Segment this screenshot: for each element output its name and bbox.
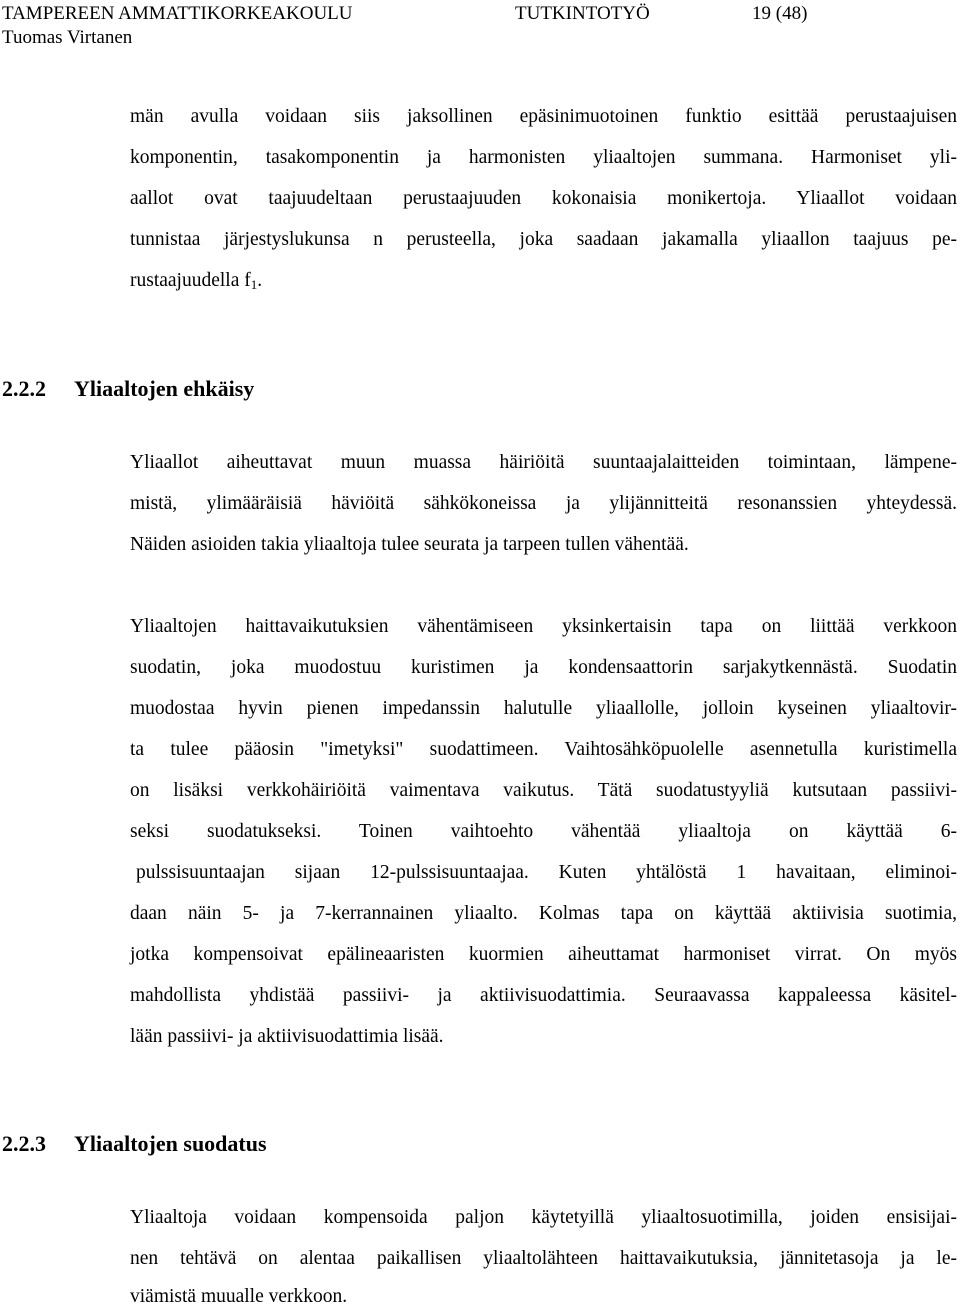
section-heading-2-2-3 bbox=[2, 1131, 267, 1157]
header-institution: TAMPEREEN AMMATTIKORKEAKOULU bbox=[2, 3, 353, 24]
paragraph-line: Näiden asioiden takia yliaaltoja tulee seurata ja tarpeen tullen vähentää. bbox=[130, 534, 689, 555]
header-doc-type: TUTKINTOTYÖ bbox=[515, 3, 650, 24]
paragraph-line: Yliaaltoja voidaan kompensoida paljon käytetyillä yliaaltosuotimilla, joiden ensisijai- bbox=[130, 1207, 957, 1228]
paragraph-line: daan näin 5- ja 7-kerrannainen yliaalto. Kolmas tapa on käyttää aktiivisia suotimia, bbox=[130, 903, 957, 924]
paragraph-line: suodatin, joka muodostuu kuristimen ja kondensaattorin sarjakytkennästä. Suodatin bbox=[130, 657, 957, 678]
paragraph-line: mistä, ylimääräisiä häviöitä sähkökoneissa ja ylijännitteitä resonanssien yhteydessä. bbox=[130, 493, 957, 514]
paragraph-line: nen tehtävä on alentaa paikallisen yliaaltolähteen haittavaikutuksia, jännitetasoja ja le- bbox=[130, 1248, 957, 1269]
paragraph-line: seksi suodatukseksi. Toinen vaihtoehto vähentää yliaaltoja on käyttää 6- bbox=[130, 821, 957, 842]
paragraph-line: ta tulee pääosin "imetyksi" suodattimeen. Vaihtosähköpuolelle asennetulla kuristimella bbox=[130, 739, 957, 760]
paragraph-line: aallot ovat taajuudeltaan perustaajuuden kokonaisia monikertoja. Yliaallot voidaan bbox=[130, 188, 957, 209]
paragraph-line: tunnistaa järjestyslukunsa n perusteella, joka saadaan jakamalla yliaallon taajuus pe- bbox=[130, 229, 957, 250]
paragraph-line: viämistä muualle verkkoon. bbox=[130, 1286, 348, 1307]
paragraph-line: on lisäksi verkkohäiriöitä vaimentava vaikutus. Tätä suodatustyyliä kutsutaan passiivi- bbox=[130, 780, 957, 801]
paragraph-line: komponentin, tasakomponentin ja harmonisten yliaaltojen summana. Harmoniset yli- bbox=[130, 147, 957, 168]
paragraph-line: pulssisuuntaajan sijaan 12-pulssisuuntaajaa. Kuten yhtälöstä 1 havaitaan, eliminoi- bbox=[136, 862, 957, 883]
paragraph-line: muodostaa hyvin pienen impedanssin halutulle yliaallolle, jolloin kyseinen yliaaltovir- bbox=[130, 698, 957, 719]
paragraph-line: jotka kompensoivat epälineaaristen kuormien aiheuttamat harmoniset virrat. On myös bbox=[130, 944, 957, 965]
paragraph-line: lään passiivi- ja aktiivisuodattimia lisää. bbox=[130, 1026, 444, 1047]
section-title: Yliaaltojen suodatus bbox=[74, 1131, 267, 1156]
paragraph-line: Yliaaltojen haittavaikutuksien vähentämiseen yksinkertaisin tapa on liittää verkkoon bbox=[130, 616, 957, 637]
paragraph-last-line bbox=[130, 269, 262, 293]
subscript-index: 1 bbox=[250, 277, 258, 292]
header-author: Tuomas Virtanen bbox=[2, 27, 133, 48]
section-heading-2-2-2 bbox=[2, 376, 254, 402]
section-title: Yliaaltojen ehkäisy bbox=[74, 376, 255, 401]
paragraph-line: Yliaallot aiheuttavat muun muassa häiriöitä suuntaajalaitteiden toimintaan, lämpene- bbox=[130, 452, 957, 473]
line-text: rustaajuudella f bbox=[130, 270, 251, 291]
section-number: 2.2.3 bbox=[2, 1131, 46, 1156]
line-end: . bbox=[257, 270, 263, 291]
section-number: 2.2.2 bbox=[2, 376, 46, 401]
paragraph-line: män avulla voidaan siis jaksollinen epäsinimuotoinen funktio esittää perustaajuisen bbox=[130, 106, 957, 127]
header-page-number: 19 (48) bbox=[752, 3, 808, 24]
paragraph-line: mahdollista yhdistää passiivi- ja aktiivisuodattimia. Seuraavassa kappaleessa käsitel- bbox=[130, 985, 957, 1006]
